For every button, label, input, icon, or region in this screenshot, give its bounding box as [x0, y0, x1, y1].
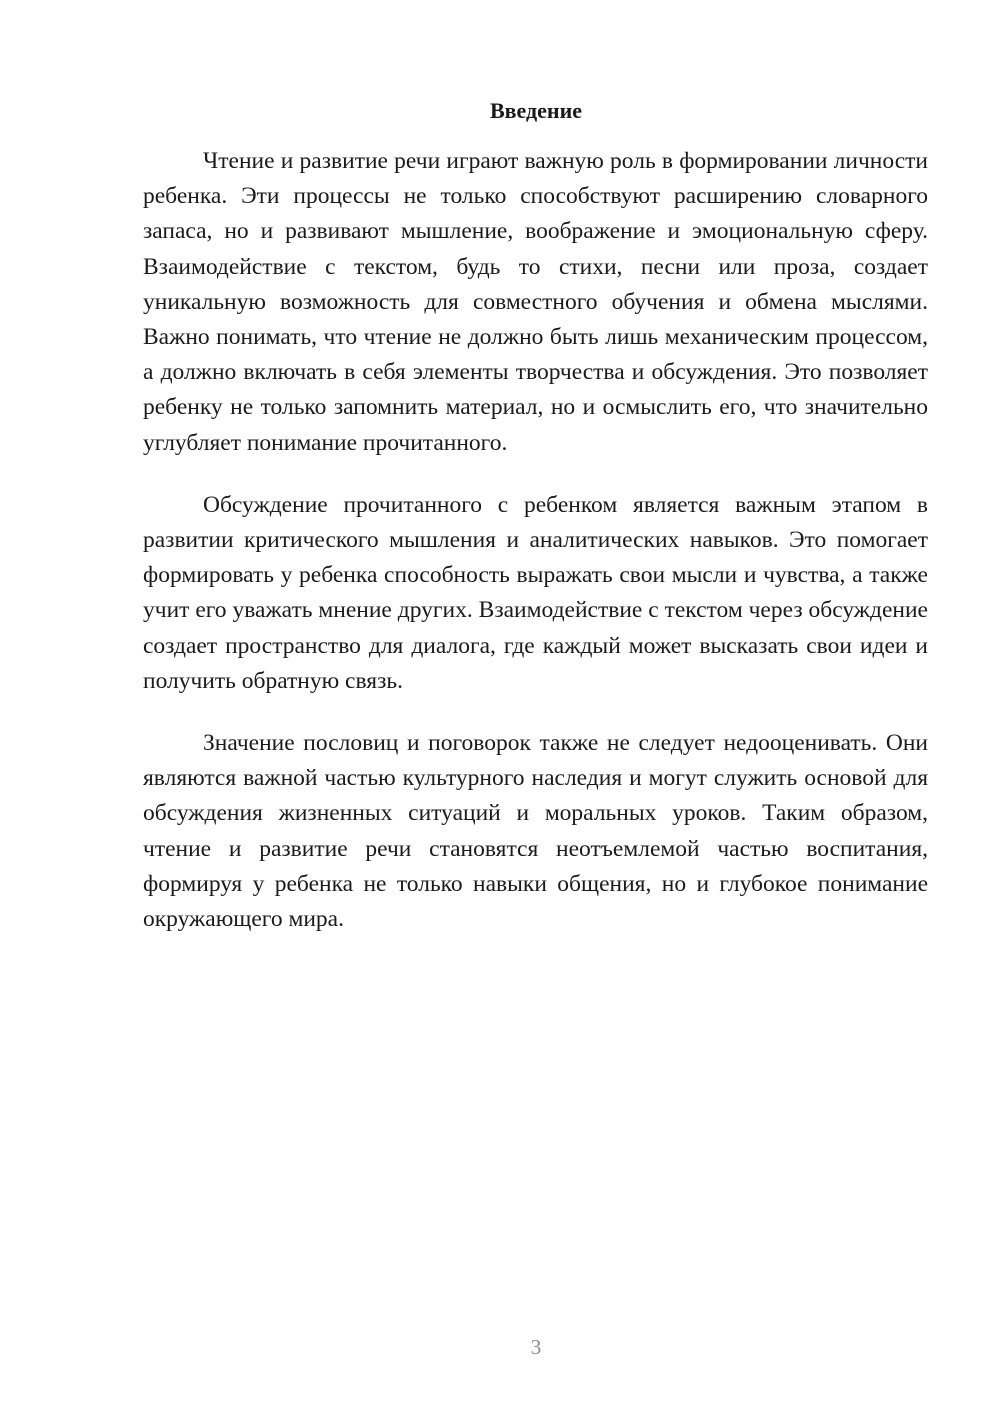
section-title: Введение	[489, 98, 583, 123]
paragraph-2: Обсуждение прочитанного с ребенком является важным этапом в развитии критического мышления и аналитических навыков. Это помогает формировать у ребенка способность выражать свои мысли и чувства, а также учит его уважать мнение других. Взаимодействие с текстом через обсуждение создает пространство для диалога, где каждый может высказать свои идеи и получить обратную связь.	[143, 491, 928, 694]
page-number: 3	[530, 1335, 542, 1359]
body-text	[143, 144, 928, 964]
paragraph-3: Значение пословиц и поговорок также не следует недооценивать. Они являются важной частью культурного наследия и могут служить основой для обсуждения жизненных ситуаций и моральных уроков. Таким образом, чтение и развитие речи становятся неотъемлемой частью воспитания, формируя у ребенка не только навыки общения, но и глубокое понимание окружающего мира.	[143, 730, 928, 933]
paragraph-1: Чтение и развитие речи играют важную роль в формировании личности ребенка. Эти процессы не только способствуют расширению словарного запаса, но и развивают мышление, воображение и эмоциональную сферу. Взаимодействие с текстом, будь то стихи, песни или проза, создает уникальную возможность для совместного обучения и обмена мыслями. Важно понимать, что чтение не должно быть лишь механическим процессом, а должно включать в себя элементы творчества и обсуждения. Это позволяет ребенку не только запомнить материал, но и осмыслить его, что значительно углубляет понимание прочитанного.	[143, 148, 928, 456]
